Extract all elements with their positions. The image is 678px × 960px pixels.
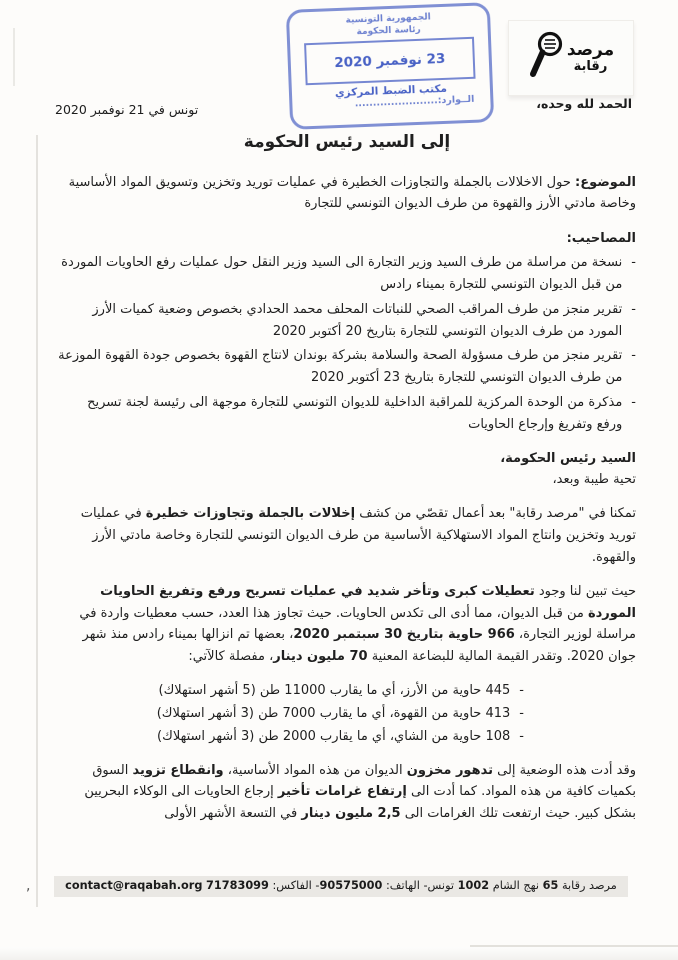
stamp-date-box — [304, 37, 475, 85]
paragraph-delays: حيث تبين لنا وجود تعطيلات كبرى وتأخر شديد في عمليات تسريح ورفع وتفريغ الحاويات الموردة من قبل الديوان، مما أدى الى تكدس الحاويات. حيث تجاوز هذا العدد، حسب معطيات واردة في مراسلة لوزير التجارة، 966 حاوية بتاريخ 30 سبتمبر 2020، بعضها تم انزالها بميناء رادس منذ شهر جوان 2020. وتقدر القيمة المالية للبضاعة المعنية 70 مليون دينار، مفصلة كالآتي: — [79, 583, 636, 665]
list-item — [58, 726, 524, 748]
stamp-authority-line2: رئاسة الحكومة — [356, 24, 421, 37]
page-bottom-edge — [0, 947, 678, 960]
bullet-dash: - — [631, 348, 636, 364]
paragraph-consequences: وقد أدت هذه الوضعية إلى تدهور مخزون الديوان من هذه المواد الأساسية، وانقطاع تزويد السوق بكميات كافية من هذه المواد. كما أدت الى إرتفاع غرامات تأخير إرجاع الحاويات الى الوكلاء البحريين بشكل كبير. حيث ارتفعت تلك الغرامات الى 2,5 مليون دينار في التسعة الأشهر الأولى — [84, 762, 636, 822]
list-item — [58, 299, 636, 343]
bullet-dash: - — [631, 255, 636, 271]
stamp-incoming-line: الــوارد:....................... — [354, 94, 475, 110]
logo-wordmark — [566, 39, 615, 74]
logo-word-top: مرصد — [566, 39, 615, 60]
attachments-list — [58, 252, 636, 436]
stamp-office-line: مكتب الضبط المركزي — [334, 83, 448, 100]
stamp-date: 23 نوفمبر 2020 — [334, 51, 446, 72]
letter-body — [58, 128, 636, 837]
bullet-dash: - — [631, 301, 636, 317]
subject-line: الموضوع: حول الاخلالات بالجملة والتجاوزات الخطيرة في عمليات توريد وتخزين وتسويق المواد الأساسية وخاصة مادتي الأرز والقهوة من طرف الديوان التونسي للتجارة — [68, 174, 636, 212]
container-quantity: 108 حاوية من الشاي، أي ما يقارب 2000 طن (3 أشهر استهلاك) — [157, 728, 511, 744]
attachment-text: نسخة من مراسلة من طرف السيد وزير التجارة الى السيد وزير النقل حول عمليات رفع الحاويات الموردة من قبل الديوان التونسي للتجارة بميناء رادس — [61, 255, 623, 292]
list-item — [58, 392, 636, 436]
attachment-text: تقرير منجز من طرف مسؤولة الصحة والسلامة بشركة بوندان لانتاج القهوة بخصوص جودة القهوة الموزعة من طرف الديوان التونسي للتجارة بتاريخ 23 أكتوبر 2020 — [58, 348, 623, 386]
list-item — [58, 252, 636, 296]
stamp-authority-line1: الجمهورية التونسية — [345, 12, 431, 26]
letter-title: إلى السيد رئيس الحكومة — [243, 132, 451, 152]
list-item — [58, 345, 636, 389]
page-bottom-line — [470, 945, 678, 947]
scan-ink-speck: , — [26, 878, 31, 894]
scan-edge-line — [36, 135, 38, 907]
letter-date-place: تونس في 21 نوفمبر 2020 — [55, 102, 199, 117]
magnifier-icon — [528, 30, 564, 86]
raqabah-logo — [508, 20, 634, 96]
attachments-heading: المصاحيب: — [566, 231, 636, 247]
scan-artifact-mark — [13, 28, 15, 86]
bullet-dash: - — [519, 683, 524, 699]
bullet-dash: - — [519, 728, 524, 744]
paragraph-findings: تمكنا في "مرصد رقابة" بعد أعمال تقصّي من كشف إخلالات بالجملة وتجاوزات خطيرة في عمليات توريد وتخزين وانتاج المواد الاستهلاكية الأساسية من طرف الديوان التونسي للتجارة وخاصة مادتي الأرز والقهوة. — [80, 506, 636, 565]
opening-invocation: الحمد لله وحده، — [536, 96, 632, 111]
greeting-line: تحية طيبة وبعد، — [552, 472, 636, 488]
bullet-dash: - — [631, 395, 636, 410]
list-item — [58, 703, 524, 725]
addressee-line: السيد رئيس الحكومة، — [500, 450, 636, 466]
container-quantity: 445 حاوية من الأرز، أي ما يقارب 11000 طن (5 أشهر استهلاك) — [158, 683, 511, 699]
containers-list — [58, 680, 524, 747]
container-quantity: 413 حاوية من القهوة، أي ما يقارب 7000 طن (3 أشهر استهلاك) — [156, 705, 511, 721]
list-item — [58, 680, 524, 702]
bullet-dash: - — [519, 705, 524, 721]
attachment-text: تقرير منجز من طرف المراقب الصحي للنباتات المحلف محمد الحدادي بخصوص وضعية كميات الأرز المورد من طرف الديوان التونسي للتجارة بتاريخ 20 أكتوبر 2020 — [92, 301, 623, 339]
received-stamp — [286, 2, 494, 130]
logo-word-bottom: رقابة — [573, 58, 608, 74]
footer-contact-line: مرصد رقابة 65 نهج الشام 1002 تونس- الهاتف: 90575000- الفاكس: 71783099 contact@raqabah.org — [54, 876, 628, 897]
attachment-text: مذكرة من الوحدة المركزية للمراقبة الداخلية للديوان التونسي للتجارة موجهة الى رئيسة لجنة تسريح ورفع وتفريغ وإرجاع الحاويات — [87, 395, 623, 432]
